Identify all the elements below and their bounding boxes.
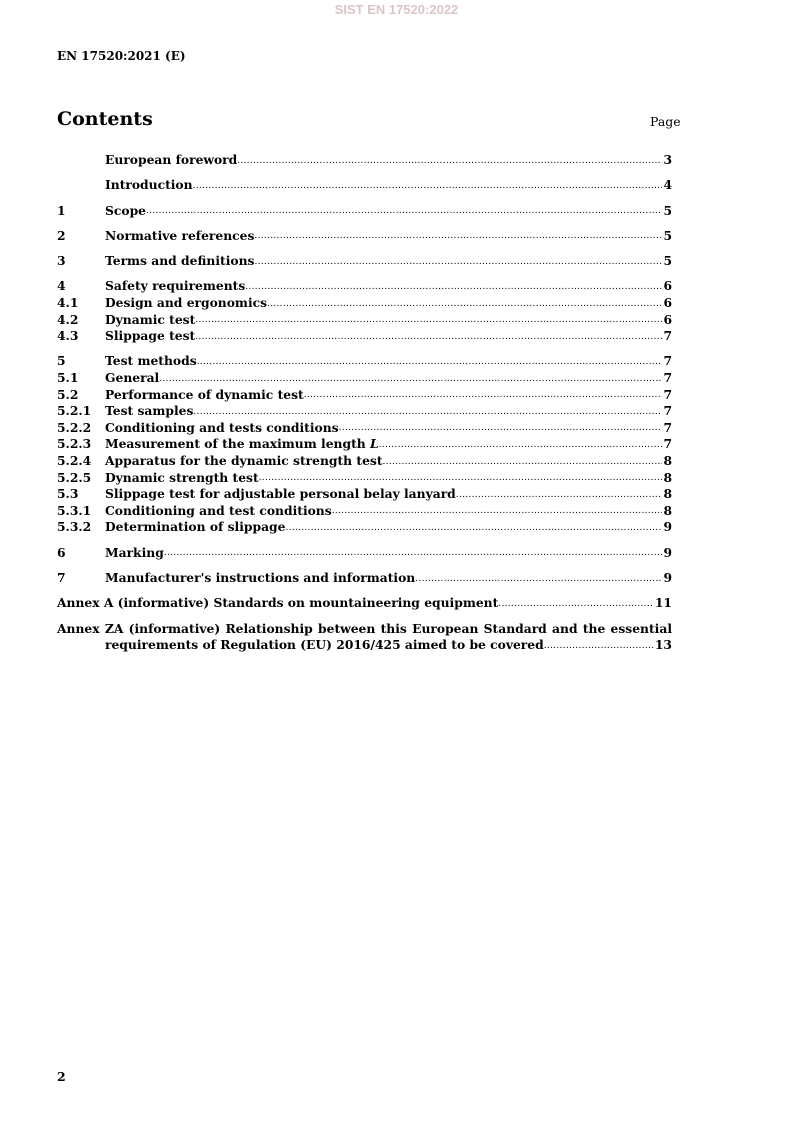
toc-entry-number: 5.1 (57, 370, 79, 386)
toc-entry-number: 5.2.5 (57, 469, 92, 485)
toc-entry[interactable] (57, 545, 672, 562)
toc-entry-number: 4.2 (57, 311, 79, 327)
toc-entry-number: 4 (57, 278, 66, 294)
toc-leader-dots (254, 228, 662, 244)
toc-entry[interactable] (57, 328, 672, 345)
toc-entry-title: Annex A (informative) Standards on mountaineering equipment (57, 595, 499, 611)
toc-entry-number: 3 (57, 253, 66, 269)
toc-entry-number: 5.2.2 (57, 419, 92, 435)
toc-entry-page: 4 (663, 177, 672, 193)
toc-leader-dots (304, 387, 663, 403)
toc-entry-title: Scope (105, 202, 146, 218)
toc-leader-dots (259, 470, 663, 486)
toc-entry-title: Conditioning and test conditions (105, 502, 332, 518)
toc-entry-variable: L (369, 436, 379, 452)
toc-entry-page: 5 (663, 227, 672, 243)
contents-title: Contents (57, 108, 153, 130)
toc-entry[interactable] (57, 570, 672, 587)
toc-entry[interactable] (57, 420, 672, 437)
toc-entry[interactable] (57, 312, 672, 329)
toc-entry-page: 9 (663, 569, 672, 585)
toc-entry-number: 5.2.1 (57, 403, 92, 419)
toc-leader-dots (164, 545, 663, 561)
toc-entry-page: 5 (663, 202, 672, 218)
toc-entry[interactable] (57, 503, 672, 520)
toc-entry-number: 5.2.4 (57, 453, 92, 469)
toc-entry-number: 5.3.2 (57, 519, 92, 535)
toc-entry[interactable] (57, 353, 672, 370)
toc-entry[interactable] (57, 295, 672, 312)
table-of-contents (57, 152, 672, 654)
toc-entry-title: General (105, 370, 160, 386)
toc-entry-page: 7 (663, 386, 672, 402)
toc-entry-title: Normative references (105, 227, 255, 243)
toc-entry[interactable] (57, 253, 672, 270)
toc-leader-dots (254, 254, 662, 270)
toc-leader-dots (193, 178, 663, 194)
toc-entry-title: Test samples (105, 403, 194, 419)
toc-entry[interactable] (57, 203, 672, 220)
toc-entry[interactable] (57, 453, 672, 470)
toc-entry-title: Terms and definitions (105, 253, 255, 269)
toc-entry[interactable] (57, 387, 672, 404)
toc-entry[interactable] (57, 403, 672, 420)
toc-entry-page: 7 (663, 419, 672, 435)
toc-leader-dots (415, 571, 662, 587)
toc-entry-page: 7 (663, 353, 672, 369)
toc-leader-dots (267, 296, 662, 312)
toc-leader-dots (159, 371, 662, 387)
toc-entry-annex-za[interactable] (57, 621, 672, 654)
toc-entry-page: 5 (663, 253, 672, 269)
toc-entry-page: 8 (663, 486, 672, 502)
toc-leader-dots (245, 279, 662, 295)
toc-entry-page: 8 (663, 453, 672, 469)
toc-entry-title: Performance of dynamic test (105, 386, 304, 402)
toc-entry-page: 3 (663, 152, 672, 167)
toc-leader-dots (498, 596, 654, 612)
toc-entry-number: 6 (57, 544, 66, 560)
toc-leader-dots (379, 437, 663, 453)
toc-entry-title: Safety requirements (105, 278, 246, 294)
toc-entry-page: 6 (663, 311, 672, 327)
toc-entry[interactable] (57, 152, 672, 169)
toc-entry-title: Determination of slippage (105, 519, 286, 535)
page-number: 2 (57, 1069, 66, 1084)
toc-leader-dots (146, 203, 662, 219)
toc-leader-dots (237, 153, 662, 169)
toc-entry-page: 7 (663, 370, 672, 386)
toc-leader-dots (193, 404, 662, 420)
toc-leader-dots (195, 312, 662, 328)
toc-entry-page: 13 (654, 637, 672, 653)
toc-entry-number: 5.3 (57, 486, 79, 502)
toc-entry[interactable] (57, 228, 672, 245)
document-id: EN 17520:2021 (E) (57, 49, 186, 63)
toc-entry-title: Measurement of the maximum length L (105, 436, 379, 452)
toc-entry-page: 6 (663, 278, 672, 294)
toc-entry-title: Manufacturer's instructions and information (105, 569, 416, 585)
toc-entry-number: 2 (57, 227, 66, 243)
toc-entry-page: 8 (663, 502, 672, 518)
toc-entry-number: 7 (57, 569, 66, 585)
toc-entry-number: 4.3 (57, 328, 79, 344)
toc-leader-dots (197, 354, 663, 370)
toc-entry-title: European foreword (105, 152, 238, 167)
toc-leader-dots (544, 638, 654, 654)
toc-entry[interactable] (57, 370, 672, 387)
toc-entry-title: Conditioning and tests conditions (105, 419, 339, 435)
toc-entry-title: Design and ergonomics (105, 295, 268, 310)
watermark: SIST EN 17520:2022 (334, 2, 459, 17)
toc-entry[interactable] (57, 177, 672, 194)
toc-entry[interactable] (57, 436, 672, 453)
toc-entry-title: Annex ZA (informative) Relationship between this European Standard and the essential (57, 620, 672, 636)
toc-entry[interactable] (57, 278, 672, 295)
toc-entry-title: Test methods (105, 353, 197, 369)
toc-entry[interactable] (57, 470, 672, 487)
toc-entry-page: 9 (663, 519, 672, 535)
toc-entry-title: Slippage test for adjustable personal belay lanyard (105, 486, 456, 502)
toc-entry-page: 7 (663, 328, 672, 344)
toc-entry[interactable] (57, 486, 672, 503)
toc-entry-page: 7 (663, 436, 672, 452)
toc-leader-dots (332, 503, 663, 519)
toc-leader-dots (285, 520, 662, 536)
toc-entry-annex-a[interactable] (57, 595, 672, 612)
toc-entry-number: 5.2.3 (57, 436, 92, 452)
toc-entry-page: 11 (654, 595, 672, 611)
toc-entry-number: 5.3.1 (57, 502, 92, 518)
toc-entry-number: 4.1 (57, 295, 79, 310)
toc-leader-dots (383, 454, 663, 470)
toc-entry[interactable] (57, 519, 672, 536)
toc-entry-number: 1 (57, 202, 66, 218)
toc-entry-page: 9 (663, 544, 672, 560)
toc-entry-page: 6 (663, 295, 672, 310)
toc-entry-title: Dynamic test (105, 311, 196, 327)
toc-leader-dots (339, 420, 663, 436)
toc-entry-title: Dynamic strength test (105, 469, 259, 485)
toc-entry-title-continued: requirements of Regulation (EU) 2016/425 aimed to be covered (105, 637, 544, 653)
toc-entry-number: 5.2 (57, 386, 79, 402)
page-column-label: Page (650, 114, 681, 129)
toc-entry-number: 5 (57, 353, 66, 369)
toc-entry-title: Introduction (105, 177, 193, 193)
toc-entry-title: Apparatus for the dynamic strength test (105, 453, 383, 469)
toc-leader-dots (456, 487, 663, 503)
toc-entry-title: Marking (105, 544, 164, 560)
toc-entry-page: 8 (663, 469, 672, 485)
toc-entry-page: 7 (663, 403, 672, 419)
toc-leader-dots (195, 329, 662, 345)
toc-entry-title: Slippage test (105, 328, 196, 344)
